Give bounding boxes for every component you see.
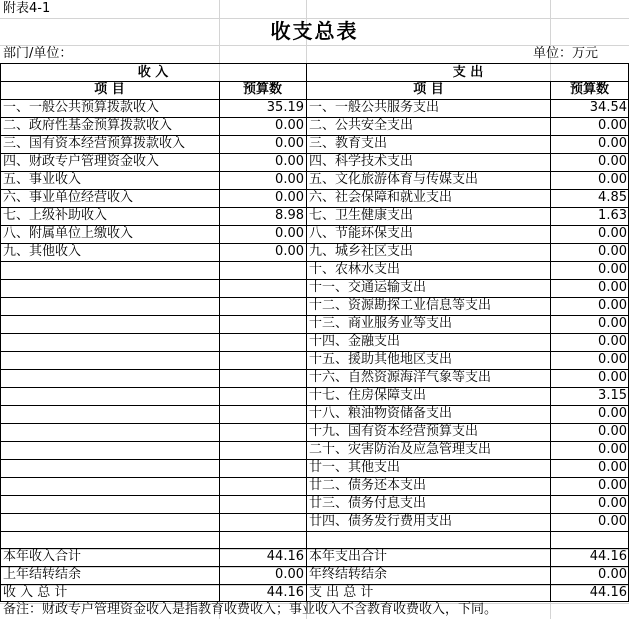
expense-row-value: 0.00 <box>598 226 627 241</box>
expense-row-value: 0.00 <box>598 334 627 349</box>
expense-row-label: 十、农林水支出 <box>309 262 401 277</box>
footnote: 备注：财政专户管理资金收入是指教育收费收入；事业收入不含教育收费收入，下同。 <box>3 602 498 617</box>
border-line <box>0 81 629 82</box>
expense-row-label: 二、公共安全支出 <box>309 118 414 133</box>
expense-row-value: 0.00 <box>598 496 627 511</box>
income-row-value: 0.00 <box>275 154 304 169</box>
grand-income-value: 44.16 <box>266 585 304 600</box>
expense-row-label: 十二、资源勘探工业信息等支出 <box>309 298 492 313</box>
expense-row-value: 0.00 <box>598 154 627 169</box>
dept-label: 部门/单位： <box>3 46 73 61</box>
income-row-value: 0.00 <box>275 226 304 241</box>
income-row-value: 0.00 <box>275 118 304 133</box>
income-row-value: 0.00 <box>275 244 304 259</box>
expense-row-value: 0.00 <box>598 442 627 457</box>
expense-row-value: 0.00 <box>598 478 627 493</box>
expense-row-value: 0.00 <box>598 460 627 475</box>
grand-expense-value: 44.16 <box>589 585 627 600</box>
income-row-label: 七、上级补助收入 <box>3 208 108 223</box>
border-line <box>0 297 629 298</box>
expense-row-value: 0.00 <box>598 406 627 421</box>
income-item-header: 项 目 <box>94 82 125 97</box>
border-line <box>0 261 629 262</box>
expense-row-label: 九、城乡社区支出 <box>309 244 414 259</box>
expense-row-label: 三、教育支出 <box>309 136 388 151</box>
expense-row-value: 34.54 <box>589 100 627 115</box>
border-line <box>0 153 629 154</box>
unit-label: 单位：万元 <box>533 46 599 61</box>
income-row-value: 8.98 <box>275 208 304 223</box>
border-line <box>0 495 629 496</box>
expense-row-value: 1.63 <box>598 208 627 223</box>
expense-row-label: 十三、商业服务业等支出 <box>309 316 453 331</box>
border-line <box>219 81 220 601</box>
expense-row-value: 4.85 <box>598 190 627 205</box>
border-line <box>0 387 629 388</box>
carryover-in-value: 0.00 <box>275 567 304 582</box>
carryover-out-value: 0.00 <box>598 567 627 582</box>
expense-row-label: 十六、自然资源海洋气象等支出 <box>309 370 492 385</box>
border-line <box>0 423 629 424</box>
border-line <box>0 189 629 190</box>
border-line <box>0 566 629 567</box>
border-line <box>550 81 551 601</box>
border-line <box>0 405 629 406</box>
expense-row-label: 廿三、债务付息支出 <box>309 496 427 511</box>
income-header: 收 入 <box>137 65 169 80</box>
expense-row-label: 二十、灾害防治及应急管理支出 <box>309 442 492 457</box>
border-line <box>0 369 629 370</box>
border-line <box>0 531 629 532</box>
income-budget-header: 预算数 <box>242 82 282 97</box>
income-row-value: 0.00 <box>275 190 304 205</box>
border-line <box>0 243 629 244</box>
income-total-label: 本年收入合计 <box>3 549 82 564</box>
income-row-value: 35.19 <box>266 100 304 115</box>
expense-row-label: 十七、住房保障支出 <box>309 388 427 403</box>
expense-row-value: 0.00 <box>598 118 627 133</box>
income-row-label: 三、国有资本经营预算拨款收入 <box>3 136 186 151</box>
expense-item-header: 项 目 <box>413 82 444 97</box>
expense-row-value: 0.00 <box>598 298 627 313</box>
expense-row-label: 五、文化旅游体育与传媒支出 <box>309 172 479 187</box>
border-line <box>0 477 629 478</box>
page-title: 收支总表 <box>270 19 359 43</box>
expense-row-value: 0.00 <box>598 172 627 187</box>
expense-row-label: 廿四、债务发行费用支出 <box>309 514 453 529</box>
expense-header: 支 出 <box>452 65 484 80</box>
border-line <box>0 584 629 585</box>
income-row-value: 0.00 <box>275 172 304 187</box>
income-row-label: 二、政府性基金预算拨款收入 <box>3 118 173 133</box>
border-line <box>0 171 629 172</box>
expense-row-label: 十一、交通运输支出 <box>309 280 427 295</box>
expense-row-label: 十九、国有资本经营预算支出 <box>309 424 479 439</box>
expense-row-value: 3.15 <box>598 388 627 403</box>
carryover-in-label: 上年结转结余 <box>3 567 82 582</box>
border-line <box>0 601 629 602</box>
grand-expense-label: 支 出 总 计 <box>309 585 374 600</box>
expense-row-value: 0.00 <box>598 280 627 295</box>
expense-row-label: 廿二、债务还本支出 <box>309 478 427 493</box>
income-row-value: 0.00 <box>275 136 304 151</box>
border-line <box>0 441 629 442</box>
border-line <box>0 548 629 549</box>
expense-total-label: 本年支出合计 <box>309 549 388 564</box>
expense-row-value: 0.00 <box>598 370 627 385</box>
expense-row-label: 六、社会保障和就业支出 <box>309 190 453 205</box>
expense-total-value: 44.16 <box>589 549 627 564</box>
income-row-label: 八、附属单位上缴收入 <box>3 226 134 241</box>
expense-row-label: 七、卫生健康支出 <box>309 208 414 223</box>
income-row-label: 五、事业收入 <box>3 172 82 187</box>
border-line <box>306 63 307 601</box>
income-total-value: 44.16 <box>266 549 304 564</box>
border-line <box>0 459 629 460</box>
expense-row-label: 四、科学技术支出 <box>309 154 414 169</box>
border-line <box>0 99 629 100</box>
expense-row-label: 十八、粮油物资储备支出 <box>309 406 453 421</box>
income-row-label: 六、事业单位经营收入 <box>3 190 134 205</box>
expense-row-label: 八、节能环保支出 <box>309 226 414 241</box>
expense-row-value: 0.00 <box>598 262 627 277</box>
border-line <box>0 135 629 136</box>
expense-row-value: 0.00 <box>598 316 627 331</box>
carryover-out-label: 年终结转结余 <box>309 567 388 582</box>
border-line <box>0 63 1 601</box>
grand-income-label: 收 入 总 计 <box>3 585 68 600</box>
income-row-label: 九、其他收入 <box>3 244 82 259</box>
expense-row-label: 十四、金融支出 <box>309 334 401 349</box>
expense-row-value: 0.00 <box>598 424 627 439</box>
expense-row-value: 0.00 <box>598 244 627 259</box>
border-line <box>0 333 629 334</box>
border-line <box>0 351 629 352</box>
expense-row-value: 0.00 <box>598 514 627 529</box>
expense-row-value: 0.00 <box>598 352 627 367</box>
border-line <box>0 117 629 118</box>
sheet-label: 附表4-1 <box>3 1 51 16</box>
border-line <box>0 279 629 280</box>
border-line <box>0 225 629 226</box>
border-line <box>0 63 629 64</box>
expense-budget-header: 预算数 <box>569 82 609 97</box>
income-row-label: 一、一般公共预算拨款收入 <box>3 100 160 115</box>
border-line <box>0 513 629 514</box>
income-row-label: 四、财政专户管理资金收入 <box>3 154 160 169</box>
border-line <box>0 207 629 208</box>
border-line <box>0 315 629 316</box>
expense-row-label: 一、一般公共服务支出 <box>309 100 440 115</box>
expense-row-label: 廿一、其他支出 <box>309 460 401 475</box>
expense-row-value: 0.00 <box>598 136 627 151</box>
expense-row-label: 十五、援助其他地区支出 <box>309 352 453 367</box>
